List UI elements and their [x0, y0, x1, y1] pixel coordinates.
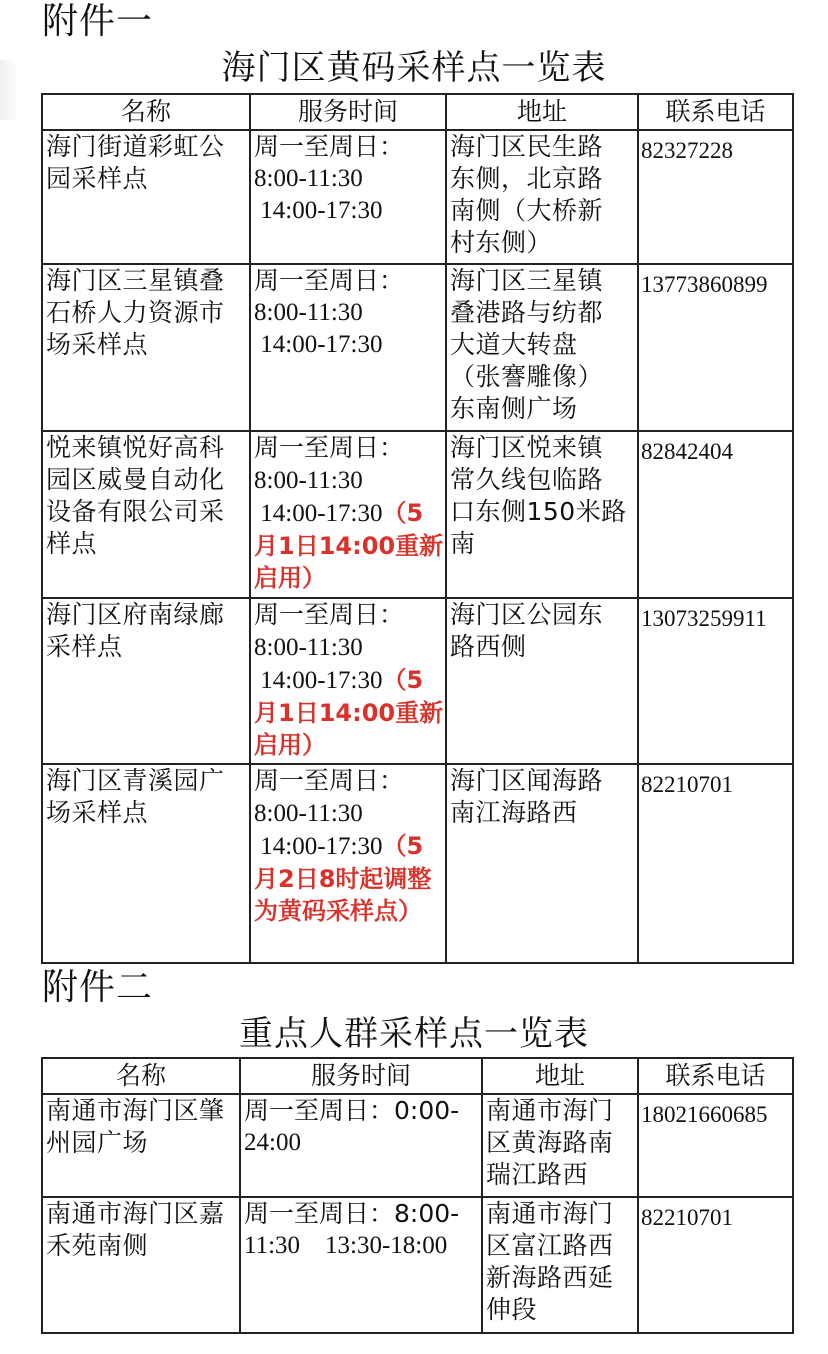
table-row [42, 264, 793, 431]
table-row [42, 1197, 793, 1333]
service-time [240, 1094, 482, 1197]
time-afternoon: 14:00-17:30 [254, 197, 383, 224]
header-service-time: 服务时间 [240, 1058, 482, 1094]
service-time [240, 1197, 482, 1333]
time-prefix: 周一至周日： [254, 433, 405, 462]
contact-phone: 82210701 [638, 1197, 793, 1333]
address-line: （张謇雕像） [450, 362, 604, 391]
site-address [446, 431, 638, 598]
site-address [446, 598, 638, 764]
table-row [42, 130, 793, 264]
reopen-note: （5月1日14:00重新启用） [254, 499, 444, 592]
address-line: 海门区悦来镇 [450, 433, 604, 462]
table-row [42, 431, 793, 598]
contact-phone: 82842404 [638, 431, 793, 598]
address-line: 路西侧 [450, 632, 527, 661]
site-name [42, 130, 250, 264]
time-prefix: 周一至周日： [254, 266, 405, 295]
address-line: 海门区民生路 [450, 132, 604, 161]
site-name-line: 海门街道彩虹公 [46, 132, 225, 161]
time-line: 24:00 [244, 1129, 301, 1156]
header-name: 名称 [42, 1058, 240, 1094]
address-line: 村东侧） [450, 228, 553, 257]
address-line: 南 [450, 529, 476, 558]
address-line: 南通市海门 [486, 1096, 614, 1125]
address-line: 大道大转盘 [450, 330, 578, 359]
site-name-line: 设备有限公司采 [46, 497, 225, 526]
table-header-row [42, 94, 793, 130]
contact-phone: 13073259911 [638, 598, 793, 764]
address-line: 东侧，北京路 [450, 164, 604, 193]
site-name-line: 采样点 [46, 632, 123, 661]
site-name [42, 598, 250, 764]
site-name-line: 园采样点 [46, 164, 149, 193]
address-line: 南江海路西 [450, 798, 578, 827]
site-name [42, 1197, 240, 1333]
table-row [42, 1094, 793, 1197]
site-name-line: 石桥人力资源市 [46, 298, 225, 327]
time-prefix: 周一至周日： [254, 766, 405, 795]
site-name-line: 园区威曼自动化 [46, 465, 225, 494]
contact-phone: 18021660685 [638, 1094, 793, 1197]
time-afternoon: 14:00-17:30 [254, 833, 383, 860]
time-line: 周一至周日：0:00- [244, 1096, 460, 1125]
time-morning: 8:00-11:30 [254, 467, 363, 494]
time-morning: 8:00-11:30 [254, 299, 363, 326]
header-phone: 联系电话 [638, 94, 793, 130]
annex1-title: 海门区黄码采样点一览表 [221, 48, 607, 88]
site-address [446, 130, 638, 264]
contact-phone: 82210701 [638, 764, 793, 963]
site-name [42, 1094, 240, 1197]
site-name-line: 海门区三星镇叠 [46, 266, 225, 295]
header-name: 名称 [42, 94, 250, 130]
time-afternoon: 14:00-17:30 [254, 500, 383, 527]
address-line: 南侧（大桥新 [450, 196, 604, 225]
site-address [446, 764, 638, 963]
address-line: 海门区闻海路 [450, 766, 604, 795]
site-name-line: 场采样点 [46, 798, 149, 827]
header-service-time: 服务时间 [250, 94, 446, 130]
time-line: 11:30 13:30-18:00 [244, 1232, 448, 1259]
time-morning: 8:00-11:30 [254, 634, 363, 661]
time-prefix: 周一至周日： [254, 132, 405, 161]
address-line: 瑞江路西 [486, 1160, 589, 1189]
time-morning: 8:00-11:30 [254, 165, 363, 192]
time-morning: 8:00-11:30 [254, 800, 363, 827]
address-line: 新海路西延 [486, 1263, 614, 1292]
site-name [42, 264, 250, 431]
table-row [42, 598, 793, 764]
table-row [42, 764, 793, 963]
site-address [482, 1094, 638, 1197]
adjust-note: （5月2日8时起调整为黄码采样点） [254, 832, 432, 925]
service-time [250, 264, 446, 431]
address-line: 伸段 [486, 1295, 538, 1324]
site-address [446, 264, 638, 431]
service-time [250, 764, 446, 963]
service-time [250, 130, 446, 264]
header-address: 地址 [482, 1058, 638, 1094]
site-name [42, 764, 250, 963]
site-address [482, 1197, 638, 1333]
time-afternoon: 14:00-17:30 [254, 667, 383, 694]
table-header-row [42, 1058, 793, 1094]
key-population-sampling-table [41, 1057, 794, 1334]
time-afternoon: 14:00-17:30 [254, 331, 383, 358]
site-name-line: 样点 [46, 529, 98, 558]
site-name-line: 海门区青溪园广 [46, 766, 225, 795]
annex2-title: 重点人群采样点一览表 [239, 1014, 589, 1054]
contact-phone: 82327228 [638, 130, 793, 264]
address-line: 南通市海门 [486, 1199, 614, 1228]
header-address: 地址 [446, 94, 638, 130]
address-line: 海门区公园东 [450, 600, 604, 629]
site-name [42, 431, 250, 598]
address-line: 区富江路西 [486, 1231, 614, 1260]
address-line: 口东侧150米路 [450, 497, 627, 526]
address-line: 常久线包临路 [450, 465, 604, 494]
address-line: 海门区三星镇 [450, 266, 604, 295]
yellow-code-sampling-table [41, 93, 794, 964]
site-name-line: 南通市海门区嘉 [46, 1199, 225, 1228]
contact-phone: 13773860899 [638, 264, 793, 431]
site-name-line: 州园广场 [46, 1128, 149, 1157]
address-line: 东南侧广场 [450, 394, 578, 423]
site-name-line: 悦来镇悦好高科 [46, 433, 225, 462]
address-line: 区黄海路南 [486, 1128, 614, 1157]
site-name-line: 禾苑南侧 [46, 1231, 149, 1260]
header-phone: 联系电话 [638, 1058, 793, 1094]
service-time [250, 598, 446, 764]
time-prefix: 周一至周日： [254, 600, 405, 629]
site-name-line: 南通市海门区肇 [46, 1096, 225, 1125]
reopen-note: （5月1日14:00重新启用） [254, 666, 444, 759]
annex1-label: 附件一 [42, 1, 154, 42]
annex2-label: 附件二 [42, 967, 154, 1008]
time-line: 周一至周日：8:00- [244, 1199, 460, 1228]
site-name-line: 场采样点 [46, 330, 149, 359]
site-name-line: 海门区府南绿廊 [46, 600, 225, 629]
address-line: 叠港路与纺都 [450, 298, 604, 327]
service-time [250, 431, 446, 598]
